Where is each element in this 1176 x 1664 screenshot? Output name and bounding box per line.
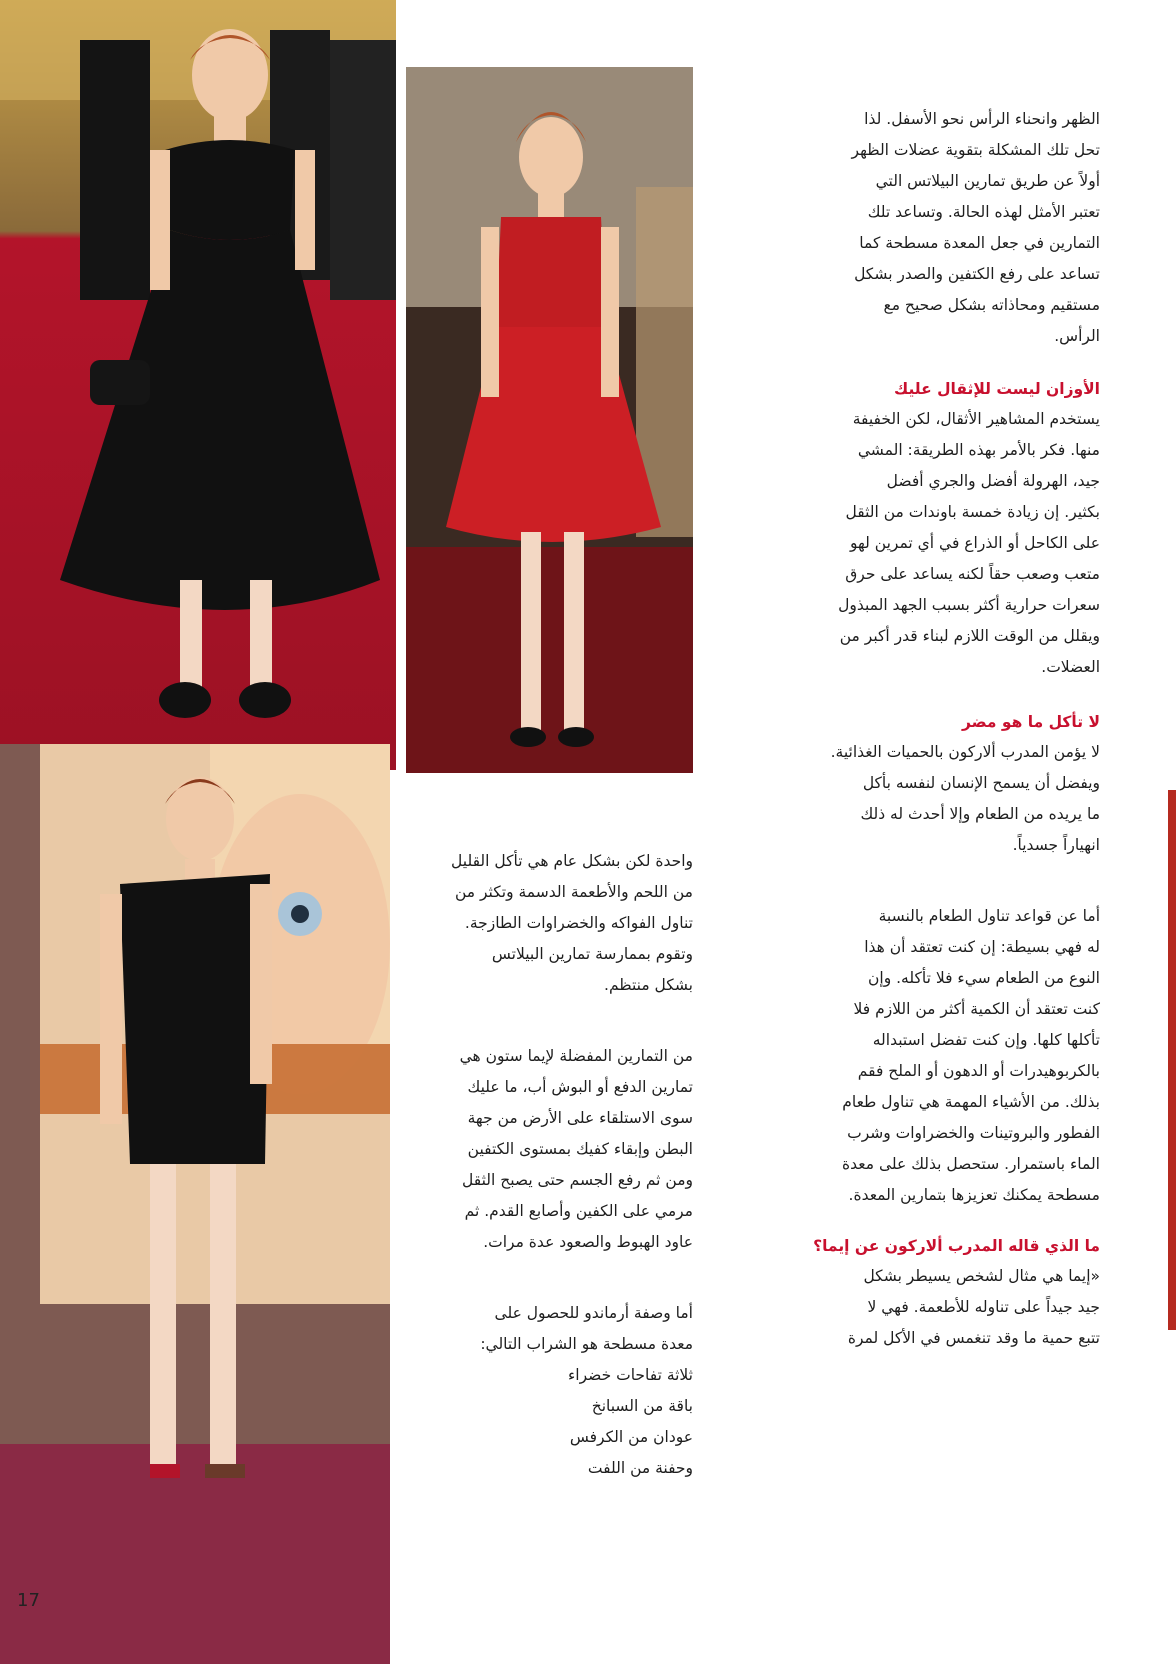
list-item: باقة من السبانخ	[591, 1397, 693, 1415]
photo-red-embellished-dress	[406, 67, 693, 773]
list-item: ثلاثة تفاحات خضراء	[568, 1366, 693, 1384]
text-line: تتبع حمية ما وقد تنغمس في الأكل لمرة	[847, 1329, 1100, 1347]
heading-dont-eat-harmful: لا تأكل ما هو مضر	[961, 713, 1100, 731]
text-line: الرأس.	[1054, 327, 1100, 345]
text-line: على الكاحل أو الذراع في أي تمرين لهو	[850, 534, 1100, 552]
text-line: بكثير. إن زيادة خمسة باوندات من الثقل	[845, 503, 1100, 521]
text-line: عاود الهبوط والصعود عدة مرات.	[483, 1233, 693, 1251]
heading-weights: الأوزان ليست للإثقال عليك	[894, 380, 1100, 398]
page-number: 17	[17, 1590, 40, 1611]
text-line: الماء باستمرار. ستحصل بذلك على معدة	[842, 1155, 1100, 1173]
text-line: بالكربوهيدرات أو الدهون أو الملح فقم	[857, 1062, 1100, 1080]
list-item: وحفنة من اللفت	[587, 1459, 693, 1477]
text-line: أما وصفة أرماندو للحصول على	[494, 1304, 693, 1322]
photo-black-one-shoulder-dress	[0, 744, 390, 1664]
photo-black-strapless-gown	[0, 0, 396, 770]
diet-paragraph	[708, 737, 1100, 861]
text-line: سعرات حرارية أكثر بسبب الجهد المبذول	[838, 596, 1100, 614]
heading-trainer-about-emma: ما الذي قاله المدرب ألاركون عن إيما؟	[813, 1237, 1100, 1255]
text-line: ويقلل من الوقت اللازم لبناء قدر أكبر من	[839, 627, 1100, 645]
text-line: لا يؤمن المدرب ألاركون بالحميات الغذائية.	[830, 743, 1100, 761]
text-line: تأكلها كلها. وإن كنت تفضل استبداله	[872, 1031, 1100, 1049]
text-line: الظهر وانحناء الرأس نحو الأسفل. لذا	[864, 110, 1100, 128]
weights-paragraph	[708, 404, 1100, 683]
text-line: معدة مسطحة هو الشراب التالي:	[480, 1335, 693, 1353]
text-line: النوع من الطعام سيء فلا تأكله. وإن	[868, 969, 1100, 987]
text-line: تناول الفواكه والخضراوات الطازجة.	[464, 914, 693, 932]
text-line: منها. فكر بالأمر بهذه الطريقة: المشي	[857, 441, 1100, 459]
list-item: عودان من الكرفس	[569, 1428, 693, 1446]
text-line: ما يريده من الطعام وإلا أحدث له ذلك	[860, 805, 1100, 823]
text-line: تساعد على رفع الكتفين والصدر بشكل	[854, 265, 1100, 283]
eating-rules-paragraph	[708, 901, 1100, 1211]
text-line: كنت تعتقد أن الكمية أكثر من اللازم فلا	[853, 1000, 1100, 1018]
habits-paragraph	[435, 846, 693, 1001]
text-line: «إيما هي مثال لشخص يسيطر بشكل	[863, 1267, 1100, 1285]
text-line: له فهي بسيطة: إن كنت تعتقد أن هذا	[864, 938, 1100, 956]
text-line: الفطور والبروتينات والخضراوات وشرب	[847, 1124, 1100, 1142]
text-line: تمارين الدفع أو البوش أب، ما عليك	[467, 1078, 693, 1096]
text-line: مرمي على الكفين وأصابع القدم. ثم	[464, 1202, 693, 1220]
text-line: وتقوم بممارسة تمارين البيلاتس	[491, 945, 693, 963]
text-line: من التمارين المفضلة لإيما ستون هي	[459, 1047, 693, 1065]
text-line: من اللحم والأطعمة الدسمة وتكثر من	[454, 883, 693, 901]
text-line: تعتبر الأمثل لهذه الحالة. وتساعد تلك	[867, 203, 1100, 221]
text-line: واحدة لكن بشكل عام هي تأكل القليل	[451, 852, 693, 870]
intro-paragraph	[708, 104, 1100, 352]
text-line: مسطحة يمكنك تعزيزها بتمارين المعدة.	[848, 1186, 1100, 1204]
text-line: يستخدم المشاهير الأثقال، لكن الخفيفة	[852, 410, 1100, 428]
recipe-intro-paragraph	[435, 1298, 693, 1360]
right-text-column	[708, 104, 1100, 1354]
text-line: أما عن قواعد تناول الطعام بالنسبة	[878, 907, 1100, 925]
text-line: بشكل منتظم.	[604, 976, 693, 994]
text-line: البطن وإبقاء كفيك بمستوى الكتفين	[467, 1140, 693, 1158]
text-line: جيد جيداً على تناوله للأطعمة. فهي لا	[867, 1298, 1100, 1316]
text-line: بذلك. من الأشياء المهمة هي تناول طعام	[842, 1093, 1100, 1111]
quote-paragraph	[708, 1261, 1100, 1354]
pushup-paragraph	[435, 1041, 693, 1258]
text-line: ويفضل أن يسمح الإنسان لنفسه بأكل	[862, 774, 1100, 792]
adjacent-page-edge	[1168, 790, 1176, 1330]
text-line: العضلات.	[1041, 658, 1100, 676]
text-line: تحل تلك المشكلة بتقوية عضلات الظهر	[851, 141, 1100, 159]
text-line: ومن ثم رفع الجسم حتى يصبح الثقل	[461, 1171, 693, 1189]
text-line: مستقيم ومحاذاته بشكل صحيح مع	[883, 296, 1100, 314]
recipe-list	[435, 1360, 693, 1484]
middle-text-column	[435, 846, 693, 1484]
text-line: متعب وصعب حقاً لكنه يساعد على حرق	[845, 565, 1100, 583]
text-line: التمارين في جعل المعدة مسطحة كما	[859, 234, 1100, 252]
text-line: انهياراً جسدياً.	[1012, 836, 1100, 854]
text-line: جيد، الهرولة أفضل والجري أفضل	[886, 472, 1100, 490]
text-line: أولاً عن طريق تمارين البيلاتس التي	[875, 172, 1100, 190]
text-line: سوى الاستلقاء على الأرض من جهة	[467, 1109, 693, 1127]
